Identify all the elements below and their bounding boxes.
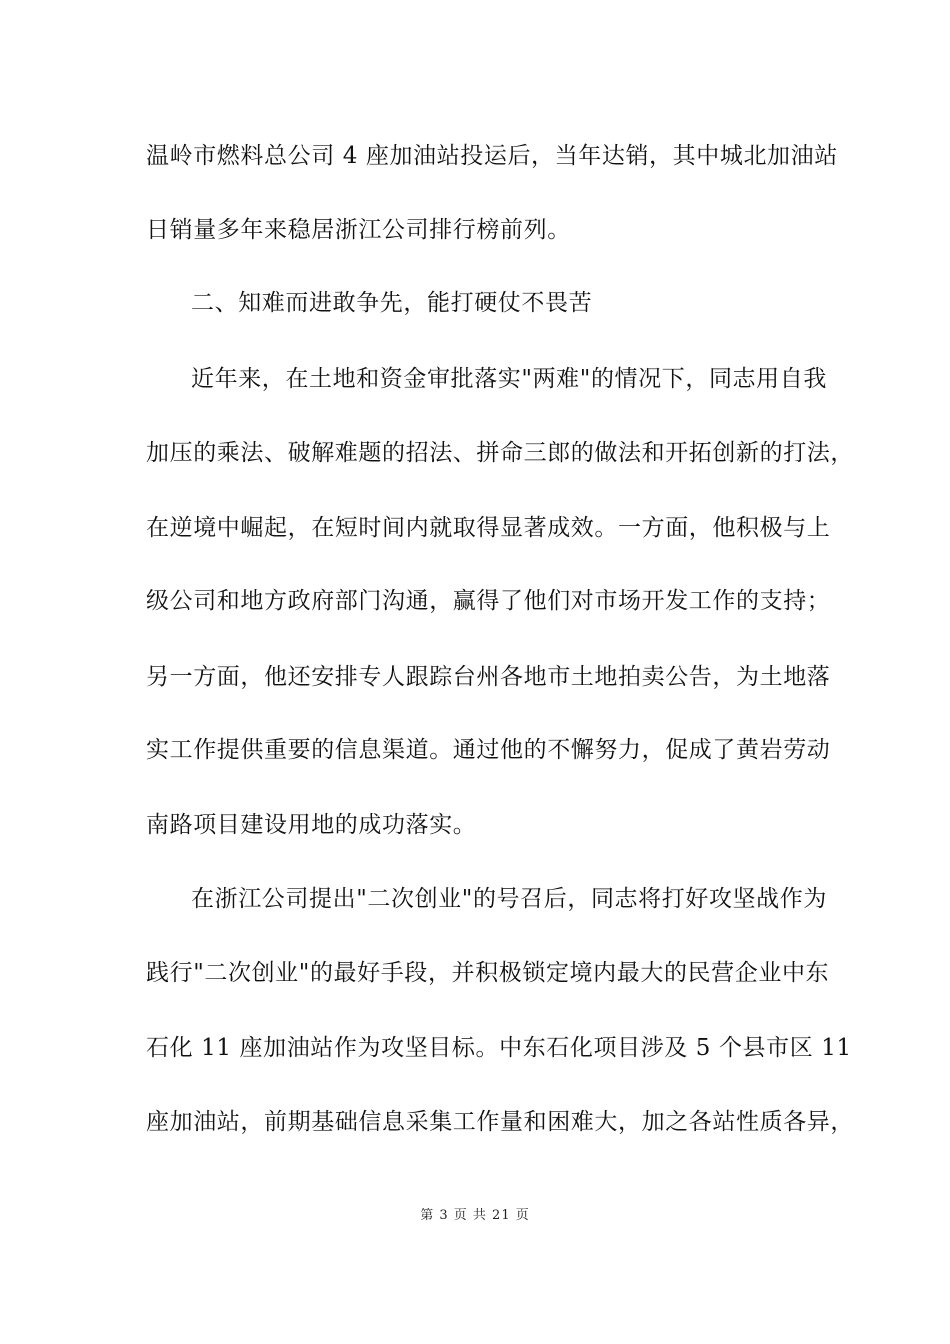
- paragraph-line-5: 加压的乘法、破解难题的招法、拼命三郎的做法和开拓创新的打法，: [146, 440, 854, 466]
- paragraph-line-1: 温岭市燃料总公司 4 座加油站投运后，当年达销，其中城北加油站: [146, 143, 838, 169]
- paragraph-line-11: 在浙江公司提出"二次创业"的号召后，同志将打好攻坚战作为: [191, 886, 827, 912]
- paragraph-line-12: 践行"二次创业"的最好手段，并积极锁定境内最大的民营企业中东: [146, 960, 830, 986]
- paragraph-line-6: 在逆境中崛起，在短时间内就取得显著成效。一方面，他积极与上: [146, 515, 831, 541]
- paragraph-line-2: 日销量多年来稳居浙江公司排行榜前列。: [146, 217, 571, 243]
- paragraph-line-14: 座加油站，前期基础信息采集工作量和困难大，加之各站性质各异，: [146, 1109, 854, 1135]
- page-number-footer: 第 3 页 共 21 页: [420, 1208, 530, 1223]
- section-heading: 二、知难而进敢争先，能打硬仗不畏苦: [191, 290, 593, 316]
- paragraph-line-8: 另一方面，他还安排专人跟踪台州各地市土地拍卖公告，为土地落: [146, 664, 831, 690]
- paragraph-line-10: 南路项目建设用地的成功落实。: [146, 812, 477, 838]
- paragraph-line-9: 实工作提供重要的信息渠道。通过他的不懈努力，促成了黄岩劳动: [146, 737, 831, 763]
- paragraph-line-4: 近年来，在土地和资金审批落实"两难"的情况下，同志用自我: [191, 366, 827, 392]
- paragraph-line-13: 石化 11 座加油站作为攻坚目标。中东石化项目涉及 5 个县市区 11: [146, 1035, 852, 1061]
- paragraph-line-7: 级公司和地方政府部门沟通，赢得了他们对市场开发工作的支持；: [146, 588, 831, 614]
